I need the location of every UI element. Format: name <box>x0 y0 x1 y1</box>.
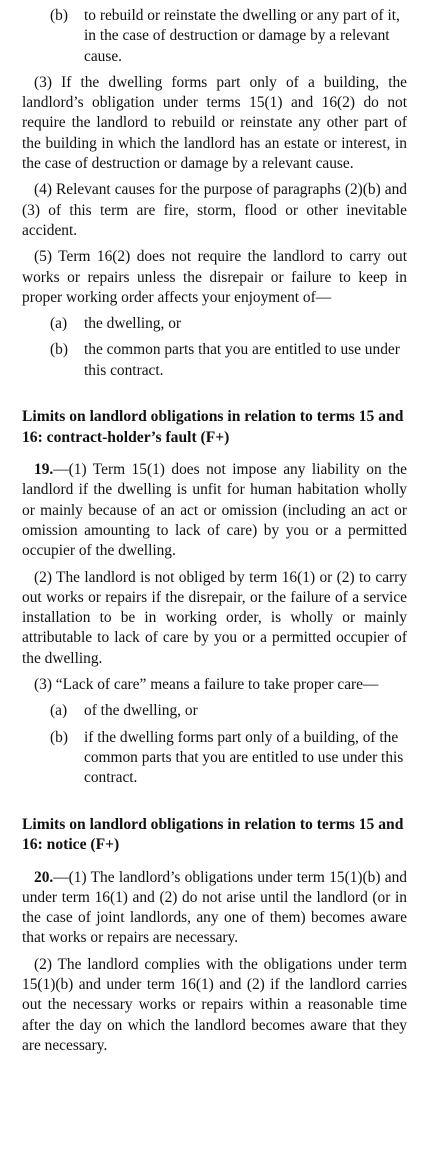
term18-paragraph-4: (4) Relevant causes for the purpose of paragraphs (2)(b) and (3) of this term are fire, storm, flood or other inevitable accident. <box>22 181 407 239</box>
list-item-text: the dwelling, or <box>84 315 182 333</box>
list-item <box>22 314 407 334</box>
list-item <box>22 6 407 67</box>
term20-paragraph-1-text: —(1) The landlord’s obligations under term 15(1)(b) and under term 16(1) and (2) do not arise until the landlord (or in the case of joint landlords, any one of them) becomes aware that works or repairs are necessary. <box>22 868 407 947</box>
term19-paragraph-2: (2) The landlord is not obliged by term 16(1) or (2) to carry out works or repairs if the disrepair, or the failure of a service installation to be in working order, is wholly or mainly attributable to lack of care by you or a permitted occupier of the dwelling. <box>22 568 407 667</box>
term19-paragraph-1-text: —(1) Term 15(1) does not impose any liability on the landlord if the dwelling is unfit for human habitation wholly or mainly because of an act or omission (including an act or omission amounting to lack of care) by you or a permitted occupier of the dwelling. <box>22 461 407 560</box>
term19-paragraph-1 <box>22 460 407 561</box>
list-item-text: of the dwelling, or <box>84 702 198 720</box>
list-item-label: (b) <box>50 728 68 746</box>
list-item-label: (a) <box>50 315 68 333</box>
list-item <box>22 701 407 721</box>
list-item <box>22 340 407 381</box>
list-item-label: (a) <box>50 702 68 720</box>
list-item-label: (b) <box>50 7 68 24</box>
section-heading-term20: Limits on landlord obligations in relation to terms 15 and 16: notice (F+) <box>22 815 404 853</box>
list-item-text: the common parts that you are entitled to use under this contract. <box>84 341 400 379</box>
term19-paragraph-3: (3) “Lack of care” means a failure to take proper care— <box>34 676 379 694</box>
term20-paragraph-2: (2) The landlord complies with the obligations under term 15(1)(b) and under term 16(1) and (2) if the landlord carries out the necessary works or repairs within a reasonable time after the day on which the landlord becomes aware that they are necessary. <box>22 955 407 1054</box>
term18-paragraph-5: (5) Term 16(2) does not require the landlord to carry out works or repairs unless the disrepair or failure to keep in proper working order affects your enjoyment of— <box>22 248 407 306</box>
list-item <box>22 728 407 789</box>
list-item-label: (b) <box>50 341 68 359</box>
section-heading-term19: Limits on landlord obligations in relation to terms 15 and 16: contract-holder’s fault (F+) <box>22 408 404 446</box>
list-item-text: if the dwelling forms part only of a building, of the common parts that you are entitled to use under this contract. <box>84 728 404 787</box>
term-number: 20. <box>34 868 54 886</box>
term18-paragraph-3: (3) If the dwelling forms part only of a building, the landlord’s obligation under terms 15(1) and 16(2) do not require the landlord to rebuild or reinstate any other part of the building in which the landlord has an estate or interest, in the case of destruction or damage by a relevant cause. <box>22 73 407 173</box>
term20-paragraph-1 <box>22 868 407 949</box>
term-number: 19. <box>34 461 54 479</box>
list-item-text: to rebuild or reinstate the dwelling or any part of it, in the case of destruction or damage by a relevant cause. <box>84 7 400 65</box>
